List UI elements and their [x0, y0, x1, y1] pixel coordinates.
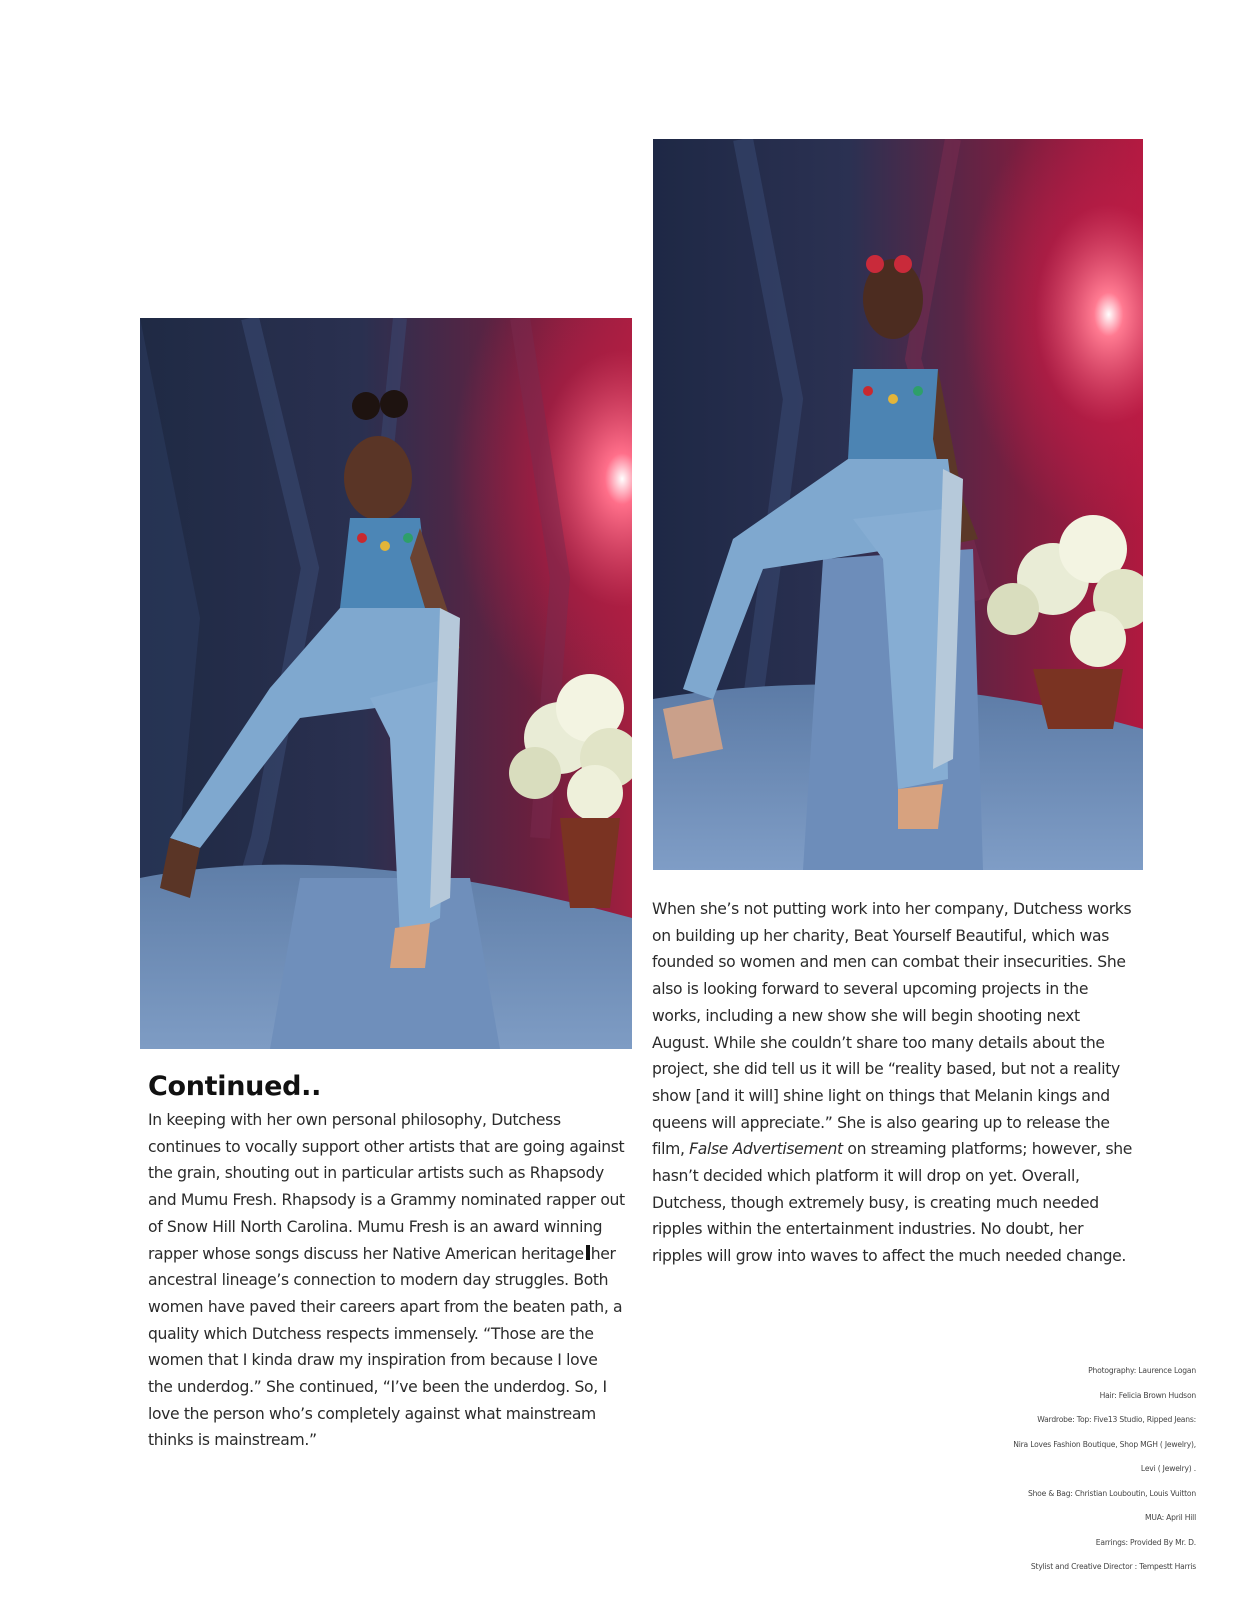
film-title: False Advertisement — [689, 1140, 843, 1159]
photo-left — [140, 318, 632, 1049]
section-heading: Continued.. — [148, 1071, 322, 1102]
credit-line: Earrings: Provided By Mr. D. — [1095, 1537, 1196, 1547]
right-text-part1: When she’s not putting work into her company, Dutchess works on building up her charity, Beat Yourself Beautiful, which was founded so women and men can combat their insecurities. She also is looking forward to several upcoming projects in the works, including a new show she will begin shooting next August. While she couldn’t share too many details about the project, she did tell us it will be “reality based, but not a reality show [and it will] shine light on things that Melanin kings and queens will appreciate.” She is also gearing up to release the film, — [652, 900, 1132, 1159]
credit-line: Nira Loves Fashion Boutique, Shop MGH ( Jewelry), — [1013, 1439, 1196, 1449]
photo-model-seated-right-icon — [653, 139, 1143, 870]
right-text-part2: on streaming platforms; however, she hasn’t decided which platform it will drop on yet. Overall, Dutchess, though extremely busy, is creating much needed ripples within the entertainment industries. No doubt, her ripples will grow into waves to affect the much needed change. — [652, 1140, 1133, 1266]
credit-line: Hair: Felicia Brown Hudson — [1099, 1390, 1196, 1400]
credit-line: Photography: Laurence Logan — [1088, 1366, 1196, 1375]
text-cursor-mark — [586, 1245, 590, 1260]
photo-credits — [936, 1359, 1196, 1580]
credit-line: Levi ( Jewelry) . — [1140, 1464, 1196, 1473]
left-text-part2: her ancestral lineage’s connection to modern day struggles. Both women have paved their careers apart from the beaten path, a quality which Dutchess respects immensely. “Those are the women that I kinda draw my inspiration from because I love the underdog.” She continued, “I’ve been the underdog. So, I love the person who’s completely against what mainstream thinks is mainstream.” — [148, 1244, 623, 1450]
article-left-column — [148, 1107, 626, 1454]
photo-right — [653, 139, 1143, 870]
credit-line: Stylist and Creative Director : Tempestt Harris — [1030, 1562, 1196, 1571]
credit-line: MUA: April Hill — [1145, 1513, 1196, 1522]
article-right-column — [652, 896, 1134, 1270]
photo-model-seated-left-icon — [140, 318, 632, 1049]
credit-line: Wardrobe: Top: Five13 Studio, Ripped Jeans: — [1037, 1415, 1196, 1424]
credit-line: Shoe & Bag: Christian Louboutin, Louis Vuitton — [1027, 1488, 1196, 1498]
left-text-part1: In keeping with her own personal philosophy, Dutchess continues to vocally support other artists that are going against the grain, shouting out in particular artists such as Rhapsody and Mumu Fresh. Rhapsody is a Grammy nominated rapper out of Snow Hill North Carolina. Mumu Fresh is an award winning rapper whose songs discuss her Native American heritage — [148, 1111, 625, 1263]
